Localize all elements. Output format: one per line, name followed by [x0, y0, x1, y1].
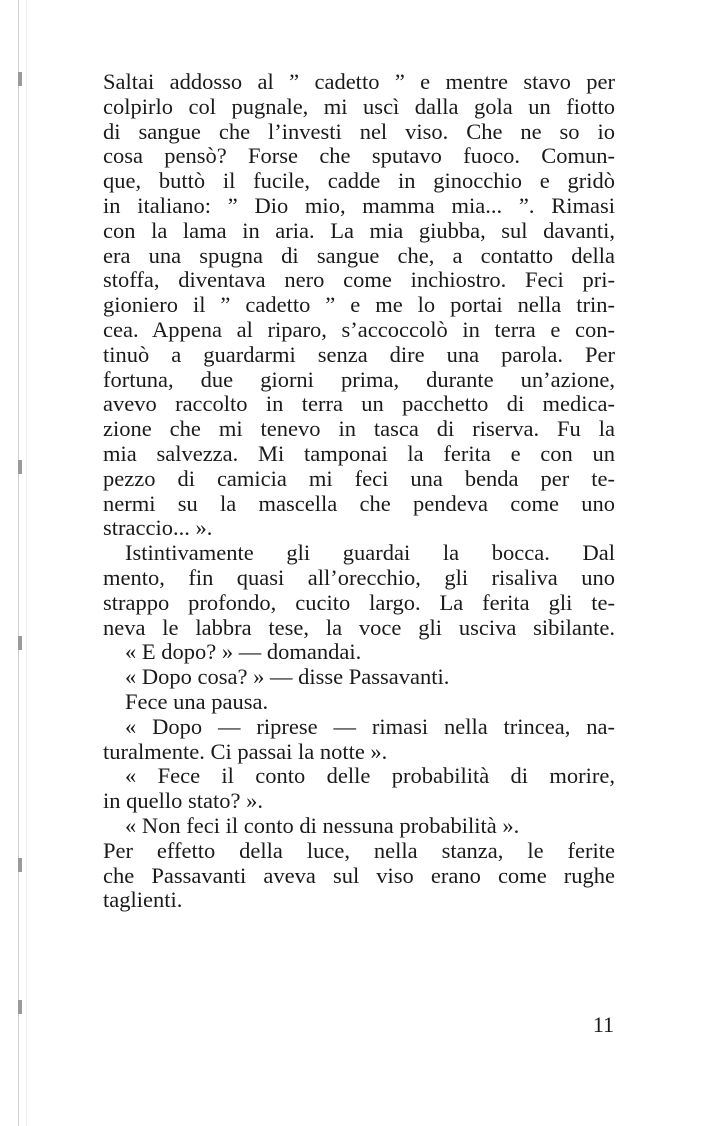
text-line: gioniero il ” cadetto ” e me lo portai nella trin-	[103, 292, 615, 318]
text-line: pezzo di camicia mi feci una benda per te-	[103, 465, 615, 491]
text-line: Istintivamente gli guardai la bocca. Dal	[125, 540, 615, 566]
text-line: mia salvezza. Mi tamponai la ferita e con un	[103, 440, 615, 466]
page-binding-edge	[18, 0, 19, 1126]
text-line: in quello stato? ».	[103, 788, 263, 814]
text-line: « Fece il conto delle probabilità di morire,	[125, 763, 615, 789]
text-line: tinuò a guardarmi senza dire una parola. Per	[103, 341, 615, 367]
body-text	[103, 70, 615, 913]
text-line: di sangue che l’investi nel viso. Che ne so io	[103, 118, 615, 144]
text-line: cea. Appena al riparo, s’accoccolò in terra e con-	[103, 316, 615, 342]
binding-mark	[18, 858, 22, 872]
text-line: in italiano: ” Dio mio, mamma mia... ”. Rimasi	[103, 192, 615, 218]
text-line: con la lama in aria. La mia giubba, sul davanti,	[103, 217, 615, 243]
text-line: avevo raccolto in terra un pacchetto di medica-	[103, 391, 615, 417]
text-line: que, buttò il fucile, cadde in ginocchio e gridò	[103, 168, 615, 194]
text-line: Per effetto della luce, nella stanza, le ferite	[103, 837, 615, 863]
text-line: « E dopo? » — domandai.	[125, 639, 362, 665]
page-number: 11	[592, 1012, 614, 1037]
binding-mark	[18, 72, 22, 86]
text-line: stoffa, diventava nero come inchiostro. Feci pri-	[103, 267, 615, 293]
text-line: era una spugna di sangue che, a contatto della	[103, 242, 615, 268]
text-line: Fece una pausa.	[125, 688, 269, 714]
text-line: mento, fin quasi all’orecchio, gli risaliva uno	[103, 564, 615, 590]
text-line: cosa pensò? Forse che sputavo fuoco. Comun-	[103, 143, 615, 169]
text-line: neva le labbra tese, la voce gli usciva sibilante.	[103, 614, 615, 640]
text-line: Saltai addosso al ” cadetto ” e mentre stavo per	[103, 69, 615, 94]
text-line: nermi su la mascella che pendeva come uno	[103, 490, 615, 516]
page-binding-shadow	[26, 0, 27, 1126]
text-line: « Dopo — riprese — rimasi nella trincea, na-	[125, 713, 615, 739]
text-line: zione che mi tenevo in tasca di riserva. Fu la	[103, 416, 615, 442]
binding-mark	[18, 1000, 22, 1014]
text-line: che Passavanti aveva sul viso erano come rughe	[103, 862, 615, 888]
text-line: turalmente. Ci passai la notte ».	[103, 738, 388, 764]
text-line: « Dopo cosa? » — disse Passavanti.	[125, 664, 450, 690]
text-line: « Non feci il conto di nessuna probabilità ».	[125, 812, 520, 838]
text-line: straccio... ».	[103, 515, 213, 541]
binding-mark	[18, 460, 22, 474]
text-line: taglienti.	[103, 887, 183, 913]
binding-mark	[18, 636, 22, 650]
text-line: strappo profondo, cucito largo. La ferita gli te-	[103, 589, 615, 615]
text-line: colpirlo col pugnale, mi uscì dalla gola un fiotto	[103, 93, 615, 119]
text-line: fortuna, due giorni prima, durante un’azione,	[103, 366, 615, 392]
